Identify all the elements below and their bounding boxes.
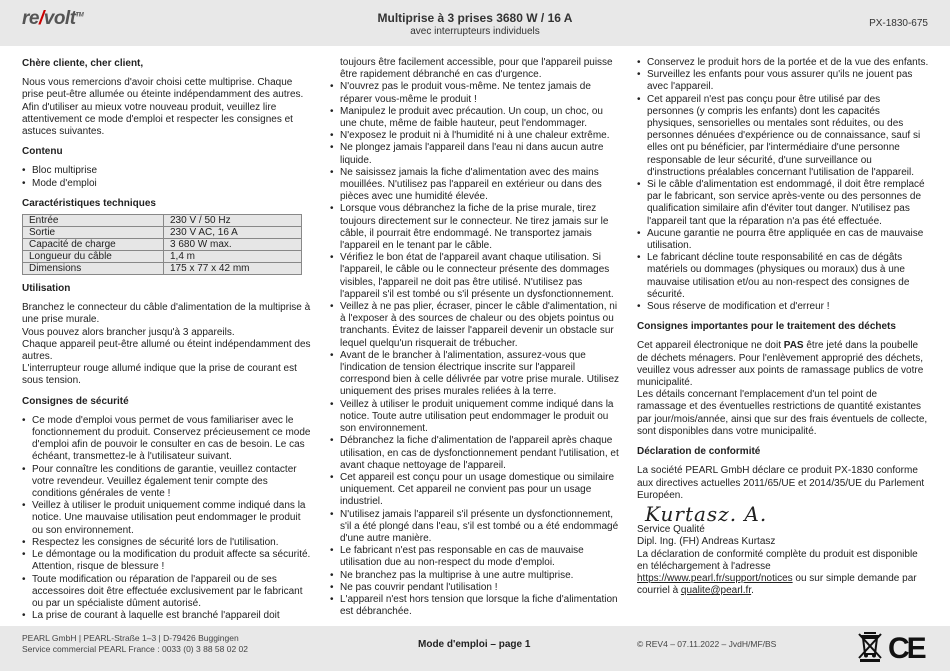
conformity-paragraph: La société PEARL GmbH déclare ce produit PX-1830 conforme aux directives actuelles 2011/65/UE et 2014/35/UE du Parlement Européen.: [637, 465, 925, 501]
list-item: • Le démontage ou la modification du produit affecte sa sécurité. Attention, risque de blessure !: [22, 549, 312, 573]
ce-mark-icon: CE: [888, 632, 924, 665]
disposal-paragraph: Cet appareil électronique ne doit PAS être jeté dans la poubelle de déchets ménagers. Pour l'enlèvement approprié des déchets, veuillez vous adresser aux points de ramassage publics de votre municipalité.: [637, 340, 924, 389]
list-item: • Le fabricant décline toute responsabilité en cas de dégâts matériels ou dommages (physiques ou moraux) dus à une mauvaise utilisation et/ou au non-respect des consignes de sécurité.: [637, 252, 929, 301]
engineer-name: Dipl. Ing. (FH) Andreas Kurtasz: [637, 536, 776, 548]
safety-list-continued: [330, 81, 620, 618]
list-item: • Pour connaître les conditions de garantie, veuillez contacter votre revendeur. Veuillez également tenir compte des conditions générales de vente !: [22, 464, 312, 501]
email-link[interactable]: qualite@pearl.fr: [680, 585, 752, 597]
list-item: • Le fabricant n'est pas responsable en cas de mauvaise utilisation due au non-respect du mode d'emploi.: [330, 545, 620, 569]
safety-list-continued: [637, 57, 929, 313]
service-name: Service Qualité: [637, 524, 705, 536]
table-row: Sortie 230 V AC, 16 A: [23, 227, 302, 239]
list-item: • Conservez le produit hors de la portée et de la vue des enfants.: [637, 57, 929, 69]
page-header: [0, 0, 950, 46]
list-item: • Vérifiez le bon état de l'appareil avant chaque utilisation. Si l'appareil, le câble ou le connecteur présente des dommages visibles, l'appareil ne doit pas être utilisé. N'utilisez pas l'appareil s'il est tombé ou s'il présente un dysfonctionnement.: [330, 252, 620, 301]
list-item: • Ne branchez pas la multiprise à une autre multiprise.: [330, 570, 620, 582]
contents-list: [22, 165, 312, 189]
disposal-paragraph-2: Les détails concernant l'emplacement d'un tel point de ramassage et des éventuelles restrictions de quantité existantes par jour/mois/année, ainsi que sur des frais éventuels de collecte, sont disponibles dans votre municipalité.: [637, 389, 928, 437]
support-link[interactable]: https://www.pearl.fr/support/notices: [637, 572, 793, 584]
table-row: Entrée 230 V / 50 Hz: [23, 215, 302, 227]
list-item: • Avant de le brancher à l'alimentation, assurez-vous que l'indication de tension électrique inscrite sur l'appareil correspond bien à celle délivrée par votre prise murale. Utilisez uniquement des prises murales reliées à la terre.: [330, 350, 620, 399]
list-item: • Surveillez les enfants pour vous assurer qu'ils ne jouent pas avec l'appareil.: [637, 69, 929, 93]
download-paragraph: La déclaration de conformité complète du produit est disponible en téléchargement à l'adresse https://www.pearl.fr/support/notices ou sur simple demande par courriel à qualite@pearl.fr.: [637, 548, 918, 597]
list-item: • Ne plongez jamais l'appareil dans l'eau ni dans aucun autre liquide.: [330, 142, 620, 166]
list-item: • Débranchez la fiche d'alimentation de l'appareil après chaque utilisation, en cas de dysfonctionnement pendant l'utilisation, et avant chaque nettoyage de l'appareil.: [330, 435, 620, 472]
brand-logo: re/volt™: [22, 8, 84, 29]
list-item: • Cet appareil n'est pas conçu pour être utilisé par des personnes (y compris les enfants) dont les capacités physiques, sensorielles ou mentales sont réduites, ou des personnes dénuées d'expérience ou de connaissance, sauf si elles ont pu bénéficier, par l'intermédiaire d'une personne responsable de leur sécurité, d'une surveillance ou d'instructions préalables concernant l'utilisation de l'appareil.: [637, 94, 929, 179]
list-item: • N'utilisez jamais l'appareil s'il présente un dysfonctionnement, s'il a été plongé dans l'eau, s'il est tombé ou a été endommagé d'une autre manière.: [330, 509, 620, 546]
list-item: • La prise de courant à laquelle est branché l'appareil doit: [22, 610, 312, 622]
list-item: • Veillez à utiliser le produit uniquement comme indiqué dans la notice. Toute autre utilisation peut endommager le produit ou son environnement.: [330, 399, 620, 436]
footer-company: PEARL GmbH | PEARL-Straße 1–3 | D-79426 Buggingen Service commercial PEARL France : 0033 (0) 3 88 58 02 02: [22, 633, 248, 654]
list-item: • Veillez à utiliser le produit uniquement comme indiqué dans la notice. Une mauvaise utilisation peut endommager le produit ou son environnement.: [22, 500, 312, 537]
document-title: Multiprise à 3 prises 3680 W / 16 A: [377, 11, 573, 25]
usage-line: Vous pouvez alors brancher jusqu'à 3 appareils.: [22, 326, 235, 338]
table-row: Longueur du câble 1,4 m: [23, 251, 302, 263]
list-item: • N'ouvrez pas le produit vous-même. Ne tentez jamais de réparer vous-même le produit !: [330, 81, 620, 105]
list-item: • Cet appareil est conçu pour un usage domestique ou similaire uniquement. Cet appareil ne convient pas pour un usage industriel.: [330, 472, 620, 509]
specs-table: [22, 214, 302, 275]
safety-list: [22, 415, 312, 622]
contents-heading: Contenu: [22, 146, 63, 158]
continued-text: toujours être facilement accessible, pour que l'appareil puisse être rapidement débranché en cas d'urgence.: [340, 57, 613, 81]
list-item: • Sous réserve de modification et d'erreur !: [637, 301, 929, 313]
list-item: • Veillez à ne pas plier, écraser, pincer le câble d'alimentation, ni à l'exposer à des sources de chaleur ou des objets pointus ou tranchants. Évitez de laisser l'appareil devenir un obstacle sur lequel quelqu'un risquerait de trébucher.: [330, 301, 620, 350]
document-subtitle: avec interrupteurs individuels: [410, 26, 540, 37]
product-code: PX-1830-675: [869, 18, 928, 29]
list-item: • Bloc multiprise: [22, 165, 312, 177]
list-item: • Ce mode d'emploi vous permet de vous familiariser avec le fonctionnement du produit. Conservez précieusement ce mode d'emploi afin de pouvoir le consulter en cas de besoin. Le cas échéant, transmettez-le à l'utilisateur suivant.: [22, 415, 312, 464]
specs-heading: Caractéristiques techniques: [22, 197, 156, 209]
usage-line: Branchez le connecteur du câble d'alimentation de la multiprise à une prise murale.: [22, 302, 311, 326]
weee-bin-icon: [857, 630, 883, 662]
greeting: Chère cliente, cher client,: [22, 58, 144, 69]
list-item: • Si le câble d'alimentation est endommagé, il doit être remplacé par le fabricant, son service après-vente ou des personnes de qualification similaire afin d'éviter tout danger. N'utilisez pas l'appareil tant que la réparation n'a pas été effectuée.: [637, 179, 929, 228]
page-number: Mode d'emploi – page 1: [418, 639, 531, 650]
safety-heading: Consignes de sécurité: [22, 395, 129, 407]
list-item: • L'appareil n'est hors tension que lorsque la fiche d'alimentation est débranchée.: [330, 594, 620, 618]
page-footer: [0, 626, 950, 671]
list-item: • Aucune garantie ne pourra être appliquée en cas de mauvaise utilisation.: [637, 228, 929, 252]
revision: © REV4 – 07.11.2022 – JvdH/MF/BS: [637, 639, 777, 649]
usage-heading: Utilisation: [22, 283, 71, 295]
column-3: [637, 57, 929, 597]
column-1: [22, 56, 312, 622]
list-item: • Mode d'emploi: [22, 178, 312, 190]
disposal-heading: Consignes importantes pour le traitement des déchets: [637, 321, 896, 333]
conformity-heading: Déclaration de conformité: [637, 446, 761, 458]
list-item: • Lorsque vous débranchez la fiche de la prise murale, tirez toujours directement sur le connecteur. Ne tirez jamais sur le câble, il pourrait être endommagé. Ne transportez jamais l'appareil en le tenant par le câble.: [330, 203, 620, 252]
list-item: • Manipulez le produit avec précaution. Un coup, un choc, ou une chute, même de faible hauteur, peut l'endommager.: [330, 106, 620, 130]
list-item: • N'exposez le produit ni à l'humidité ni à une chaleur extrême.: [330, 130, 620, 142]
intro-paragraph: Nous vous remercions d'avoir choisi cette multiprise. Chaque prise peut-être allumée ou éteinte indépendamment des autres. Afin d'utiliser au mieux votre nouveau produit, veuillez lire attentivement ce mode d'emploi et respecter les consignes et astuces suivantes.: [22, 77, 304, 138]
usage-line: L'interrupteur rouge allumé indique que la prise de courant est sous tension.: [22, 363, 297, 387]
list-item: • Ne pas couvrir pendant l'utilisation !: [330, 582, 620, 594]
list-item: • Toute modification ou réparation de l'appareil ou de ses accessoires doit être effectuée exclusivement par le fabricant ou par un spécialiste dûment autorisé.: [22, 574, 312, 611]
list-item: • Ne saisissez jamais la fiche d'alimentation avec des mains mouillées. N'utilisez pas l'appareil en extérieur ou dans des pièces avec une humidité élevée.: [330, 167, 620, 204]
table-row: Capacité de charge 3 680 W max.: [23, 239, 302, 251]
column-2: [330, 57, 620, 618]
list-item: • Respectez les consignes de sécurité lors de l'utilisation.: [22, 537, 312, 549]
usage-line: Chaque appareil peut-être allumé ou éteint indépendamment des autres.: [22, 338, 311, 363]
table-row: Dimensions 175 x 77 x 42 mm: [23, 263, 302, 275]
signature: Kurtasz. A.: [645, 501, 768, 526]
